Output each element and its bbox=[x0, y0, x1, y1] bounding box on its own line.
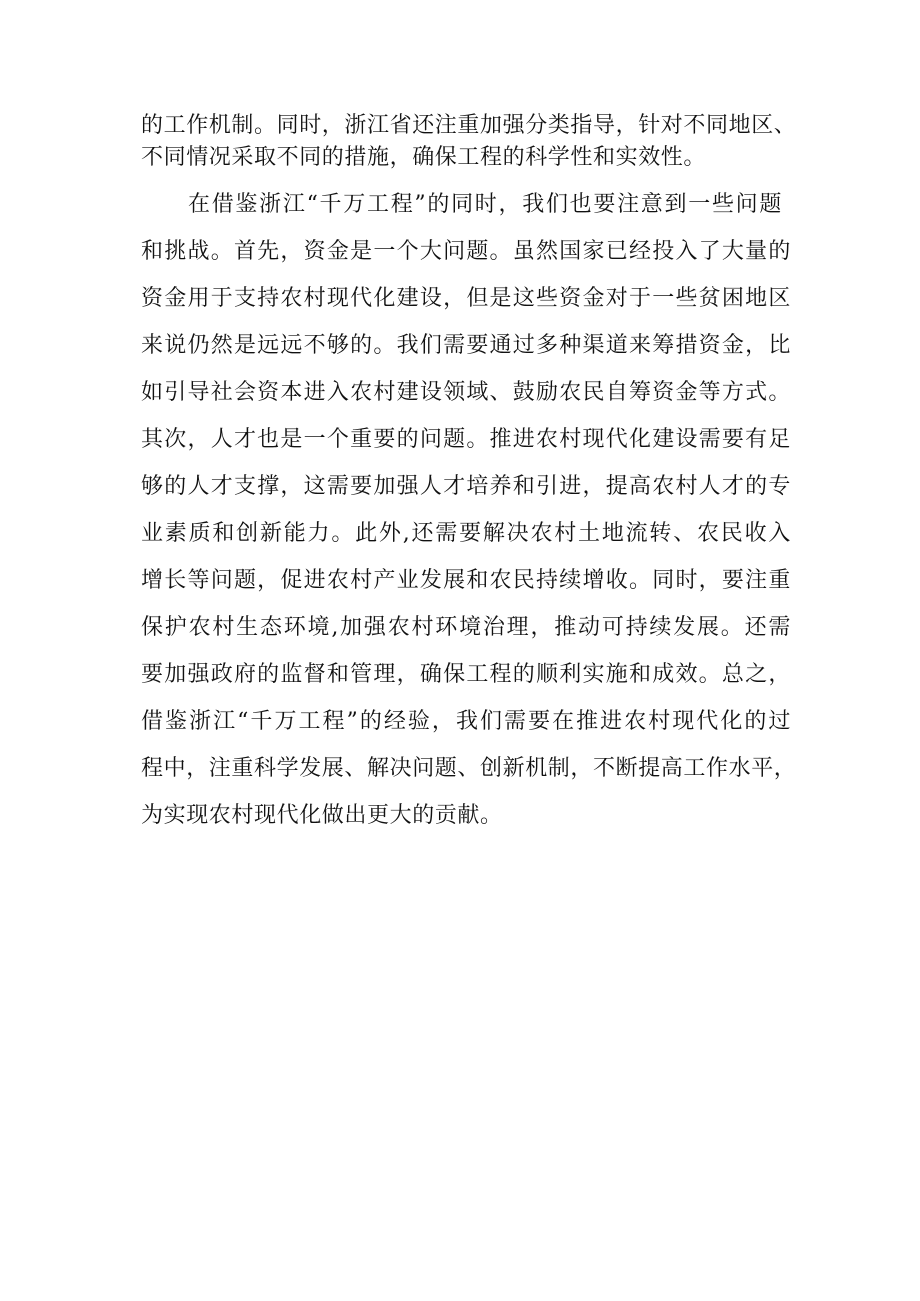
text-line: 在借鉴浙江“千万工程”的同时，我们也要注意到一些问题 bbox=[188, 192, 782, 217]
text-line: 资金用于支持农村现代化建设，但是这些资金对于一些贫困地区 bbox=[141, 286, 791, 311]
text-line: 来说仍然是远远不够的。我们需要通过多种渠道来筹措资金，比 bbox=[141, 333, 791, 358]
text-line: 程中，注重科学发展、解决问题、创新机制，不断提高工作水平， bbox=[141, 756, 797, 781]
text-line: 为实现农村现代化做出更大的贡献。 bbox=[141, 803, 503, 828]
text-line: 借鉴浙江“千万工程”的经验，我们需要在推进农村现代化的过 bbox=[141, 709, 791, 734]
text-line: 要加强政府的监督和管理，确保工程的顺利实施和成效。总之， bbox=[141, 662, 791, 687]
text-line: 其次，人才也是一个重要的问题。推进农村现代化建设需要有足 bbox=[141, 427, 791, 452]
text-line: 增长等问题，促进农村产业发展和农民持续增收。同时，要注重 bbox=[141, 568, 791, 593]
text-line: 不同情况采取不同的措施，确保工程的科学性和实效性。 bbox=[141, 145, 707, 170]
text-line: 和挑战。首先，资金是一个大问题。虽然国家已经投入了大量的 bbox=[141, 239, 791, 264]
text-line: 的工作机制。同时，浙江省还注重加强分类指导，针对不同地区、 bbox=[141, 113, 797, 138]
text-line: 够的人才支撑，这需要加强人才培养和引进，提高农村人才的专 bbox=[141, 474, 791, 499]
text-line: 业素质和创新能力。此外,还需要解决农村土地流转、农民收入 bbox=[141, 521, 791, 546]
text-line: 如引导社会资本进入农村建设领域、鼓励农民自筹资金等方式。 bbox=[141, 380, 791, 405]
text-line: 保护农村生态环境,加强农村环境治理，推动可持续发展。还需 bbox=[141, 615, 791, 640]
